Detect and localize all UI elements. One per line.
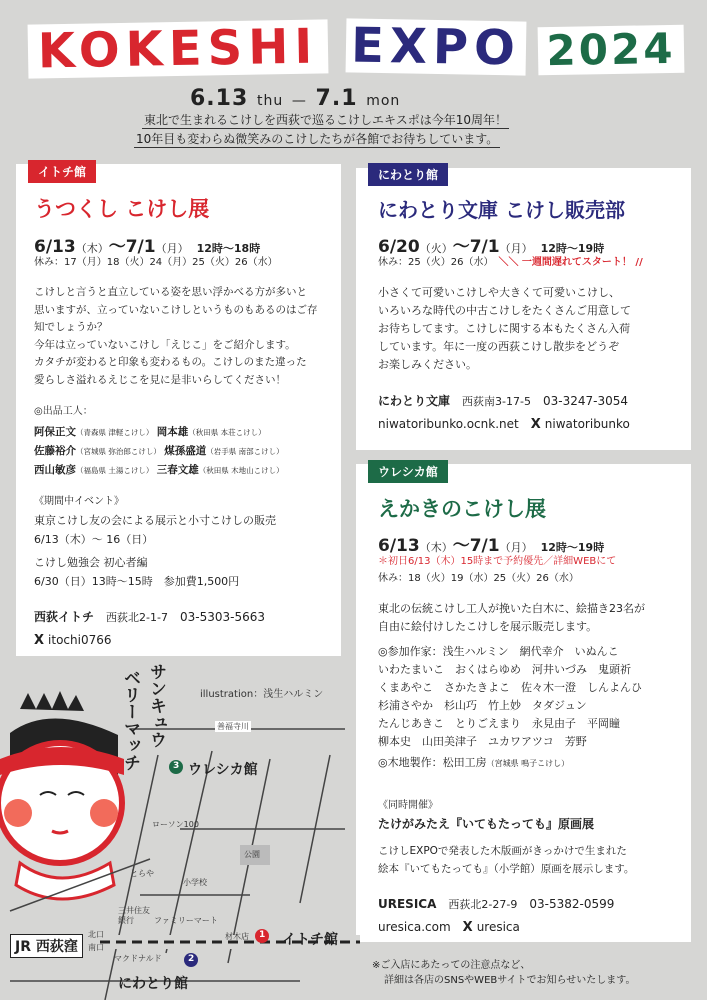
uresica-url[interactable]: uresica.com bbox=[378, 920, 451, 934]
itochi-shop: 西荻イトチ 西荻北2-1-7 03-5303-5663 X itochi0766 bbox=[34, 606, 265, 652]
uresica-notice: ＊初日6/13（木）15時まで予約優先／詳細WEBにて bbox=[378, 556, 617, 567]
title-year: 2024 bbox=[538, 25, 685, 76]
title-kokeshi: KOKESHI bbox=[28, 19, 329, 78]
niwatori-shop: にわとり文庫 西荻南3-17-5 03-3247-3054 niwatoribunko.ocnk.net X niwatoribunko bbox=[378, 394, 630, 432]
kokeshi-illustration bbox=[0, 691, 124, 899]
uresica-x-link[interactable]: X uresica bbox=[462, 920, 520, 935]
illustration-credit: illustration：浅生ハルミン bbox=[200, 689, 324, 700]
uresica-shop: URESICA 西荻北2-27-9 03-5382-0599 uresica.com X uresica bbox=[378, 897, 615, 935]
title-banner bbox=[0, 12, 707, 84]
map-familymart: ファミリーマート bbox=[154, 916, 218, 925]
niwatori-tag: にわとり館 bbox=[368, 163, 448, 186]
uresica-closed: 休み：18（火）19（水）25（火）26（水） bbox=[378, 573, 579, 584]
pin-2-label: にわとり館 bbox=[118, 976, 188, 992]
itochi-artists: 阿保正文（青森県 津軽こけし） 岡本雄（秋田県 本荘こけし） 佐藤裕介（宮城県 弥治郎こけし） 煤孫盛道（岩手県 南部こけし） 西山敏彦（福島県 土湯こけし） 三春文雄（秋田県 木地山こけし） bbox=[34, 426, 284, 476]
itochi-heading: うつくし こけし展 bbox=[34, 197, 210, 221]
niwatori-url[interactable]: niwatoribunko.ocnk.net bbox=[378, 417, 519, 431]
pin-2-number: 2 bbox=[188, 954, 195, 964]
pin-1-number: 1 bbox=[259, 930, 266, 940]
uresica-sub-label: 《同時開催》 bbox=[378, 800, 438, 811]
intro-line-2: 10年目も変わらぬ微笑みのこけしたちが各館でお待ちしています。 bbox=[136, 132, 499, 146]
niwatori-x-link[interactable]: X niwatoribunko bbox=[530, 417, 630, 432]
map-area bbox=[0, 663, 360, 1000]
map-lawson: ローソン100 bbox=[152, 820, 199, 829]
pin-1-label: イトチ館 bbox=[282, 932, 338, 948]
map-bank: 三井住友銀行 bbox=[118, 906, 150, 925]
itochi-events: 東京こけし友の会による展示と小寸こけしの販売 6/13（木）～ 16（日） こけし勉強会 初心者編 6/30（日）13時～15時 参加費1,500円 bbox=[34, 514, 276, 588]
map-lumber: 材木店 bbox=[225, 932, 249, 941]
uresica-sub-heading: たけがみたえ『いてもたっても』原画展 bbox=[378, 817, 595, 831]
niwatori-date: 6/20（火）～7/1（月） 12時～19時 bbox=[378, 237, 605, 257]
itochi-closed: 休み：17（月）18（火）24（月）25（火）26（水） bbox=[34, 257, 278, 268]
station-north-exit: 北口 bbox=[88, 930, 104, 939]
uresica-sub-desc: こけしEXPOで発表した木版画がきっかけで生まれた 絵本『いてもたっても』（小学館）原画を展示します。 bbox=[378, 845, 635, 875]
map-sankyu: サンキュウ bbox=[146, 663, 166, 748]
station-south-exit: 南口 bbox=[88, 943, 104, 952]
uresica-date: 6/13（木）～7/1（月） 12時～19時 bbox=[378, 536, 605, 556]
itochi-desc: こけしと言うと直立している姿を思い浮かべる方が多いと 思いますが、立っていないこけしというものもあるのはご存 知でしょうか？ 今年は立っていないこけし「えじこ」をご紹介します。 カタチが変わると印象も変わるもの。こけしのまた違った 愛らしさ溢れるえじこを見に是非いらしてください！ bbox=[34, 286, 318, 386]
itochi-event-label: 《期間中イベント》 bbox=[34, 496, 124, 507]
niwatori-closed: 休み：25（火）26（水） ＼＼ 一週間遅れてスタート！ // bbox=[378, 257, 643, 268]
station-label: JR 西荻窪 bbox=[10, 934, 83, 958]
x-icon: X bbox=[530, 417, 541, 432]
map-toraya: とらや bbox=[130, 869, 154, 878]
x-icon: X bbox=[462, 920, 473, 935]
map-school: 小学校 bbox=[183, 878, 207, 887]
map-mcdonalds: マクドナルド bbox=[114, 954, 162, 963]
intro-line-1: 東北で生まれるこけしを西荻で巡るこけしエキスポは今年10周年！ bbox=[144, 113, 508, 127]
uresica-heading: えかきのこけし展 bbox=[378, 497, 546, 521]
pin-3-number: 3 bbox=[173, 761, 180, 771]
footer-note: ※ご入店にあたっての注意点など、 詳細は各店のSNSやWEBサイトでお知らせいたします。 bbox=[372, 960, 636, 986]
itochi-tag: イトチ館 bbox=[28, 160, 96, 183]
itochi-x-link[interactable]: X itochi0766 bbox=[34, 633, 112, 648]
map-park: 公園 bbox=[244, 850, 260, 859]
title-expo: EXPO bbox=[346, 18, 527, 75]
uresica-tag: ウレシカ館 bbox=[368, 460, 448, 483]
niwatori-desc: 小さくて可愛いこけしや大きくて可愛いこけし、 いろいろな時代の中古こけしをたくさんご用意して お待ちしてます。こけしに関する本もたくさん入荷 しています。年に一度の西荻こけし散歩をどうぞ お楽しみください。 bbox=[378, 286, 631, 371]
uresica-artists: ◎参加作家：浅生ハルミン 網代幸介 いぬんこ いわたまいこ おくはらゆめ 河井いづみ 鬼頭祈 くまあやこ さかたきよこ 佐々木一澄 しんよんひ 杉浦さやか 杉山巧 竹上妙 タダジュン たんじあきこ とりごえまり 永見由子 平岡瞳 柳本史 山田美津子 ユカワアツコ 芳野 bbox=[378, 645, 642, 748]
itochi-date: 6/13（木）～7/1（月） 12時～18時 bbox=[34, 237, 261, 257]
pin-3-label: ウレシカ館 bbox=[188, 762, 258, 778]
x-icon: X bbox=[34, 633, 45, 648]
expo-period: 6.13 thu — 7.1 mon bbox=[190, 86, 401, 111]
map-berry: ベリーマッチ bbox=[120, 669, 140, 771]
uresica-kiji: ◎木地製作：松田工房（宮城県 鳴子こけし） bbox=[378, 756, 570, 769]
map-road-label: 善福寺川 bbox=[217, 722, 249, 731]
itochi-artists-label: ◎出品工人： bbox=[34, 406, 93, 417]
niwatori-heading: にわとり文庫 こけし販売部 bbox=[378, 198, 625, 222]
uresica-desc: 東北の伝統こけし工人が挽いた白木に、絵描き23名が 自由に絵付けしたこけしを展示販売します。 bbox=[378, 602, 645, 633]
